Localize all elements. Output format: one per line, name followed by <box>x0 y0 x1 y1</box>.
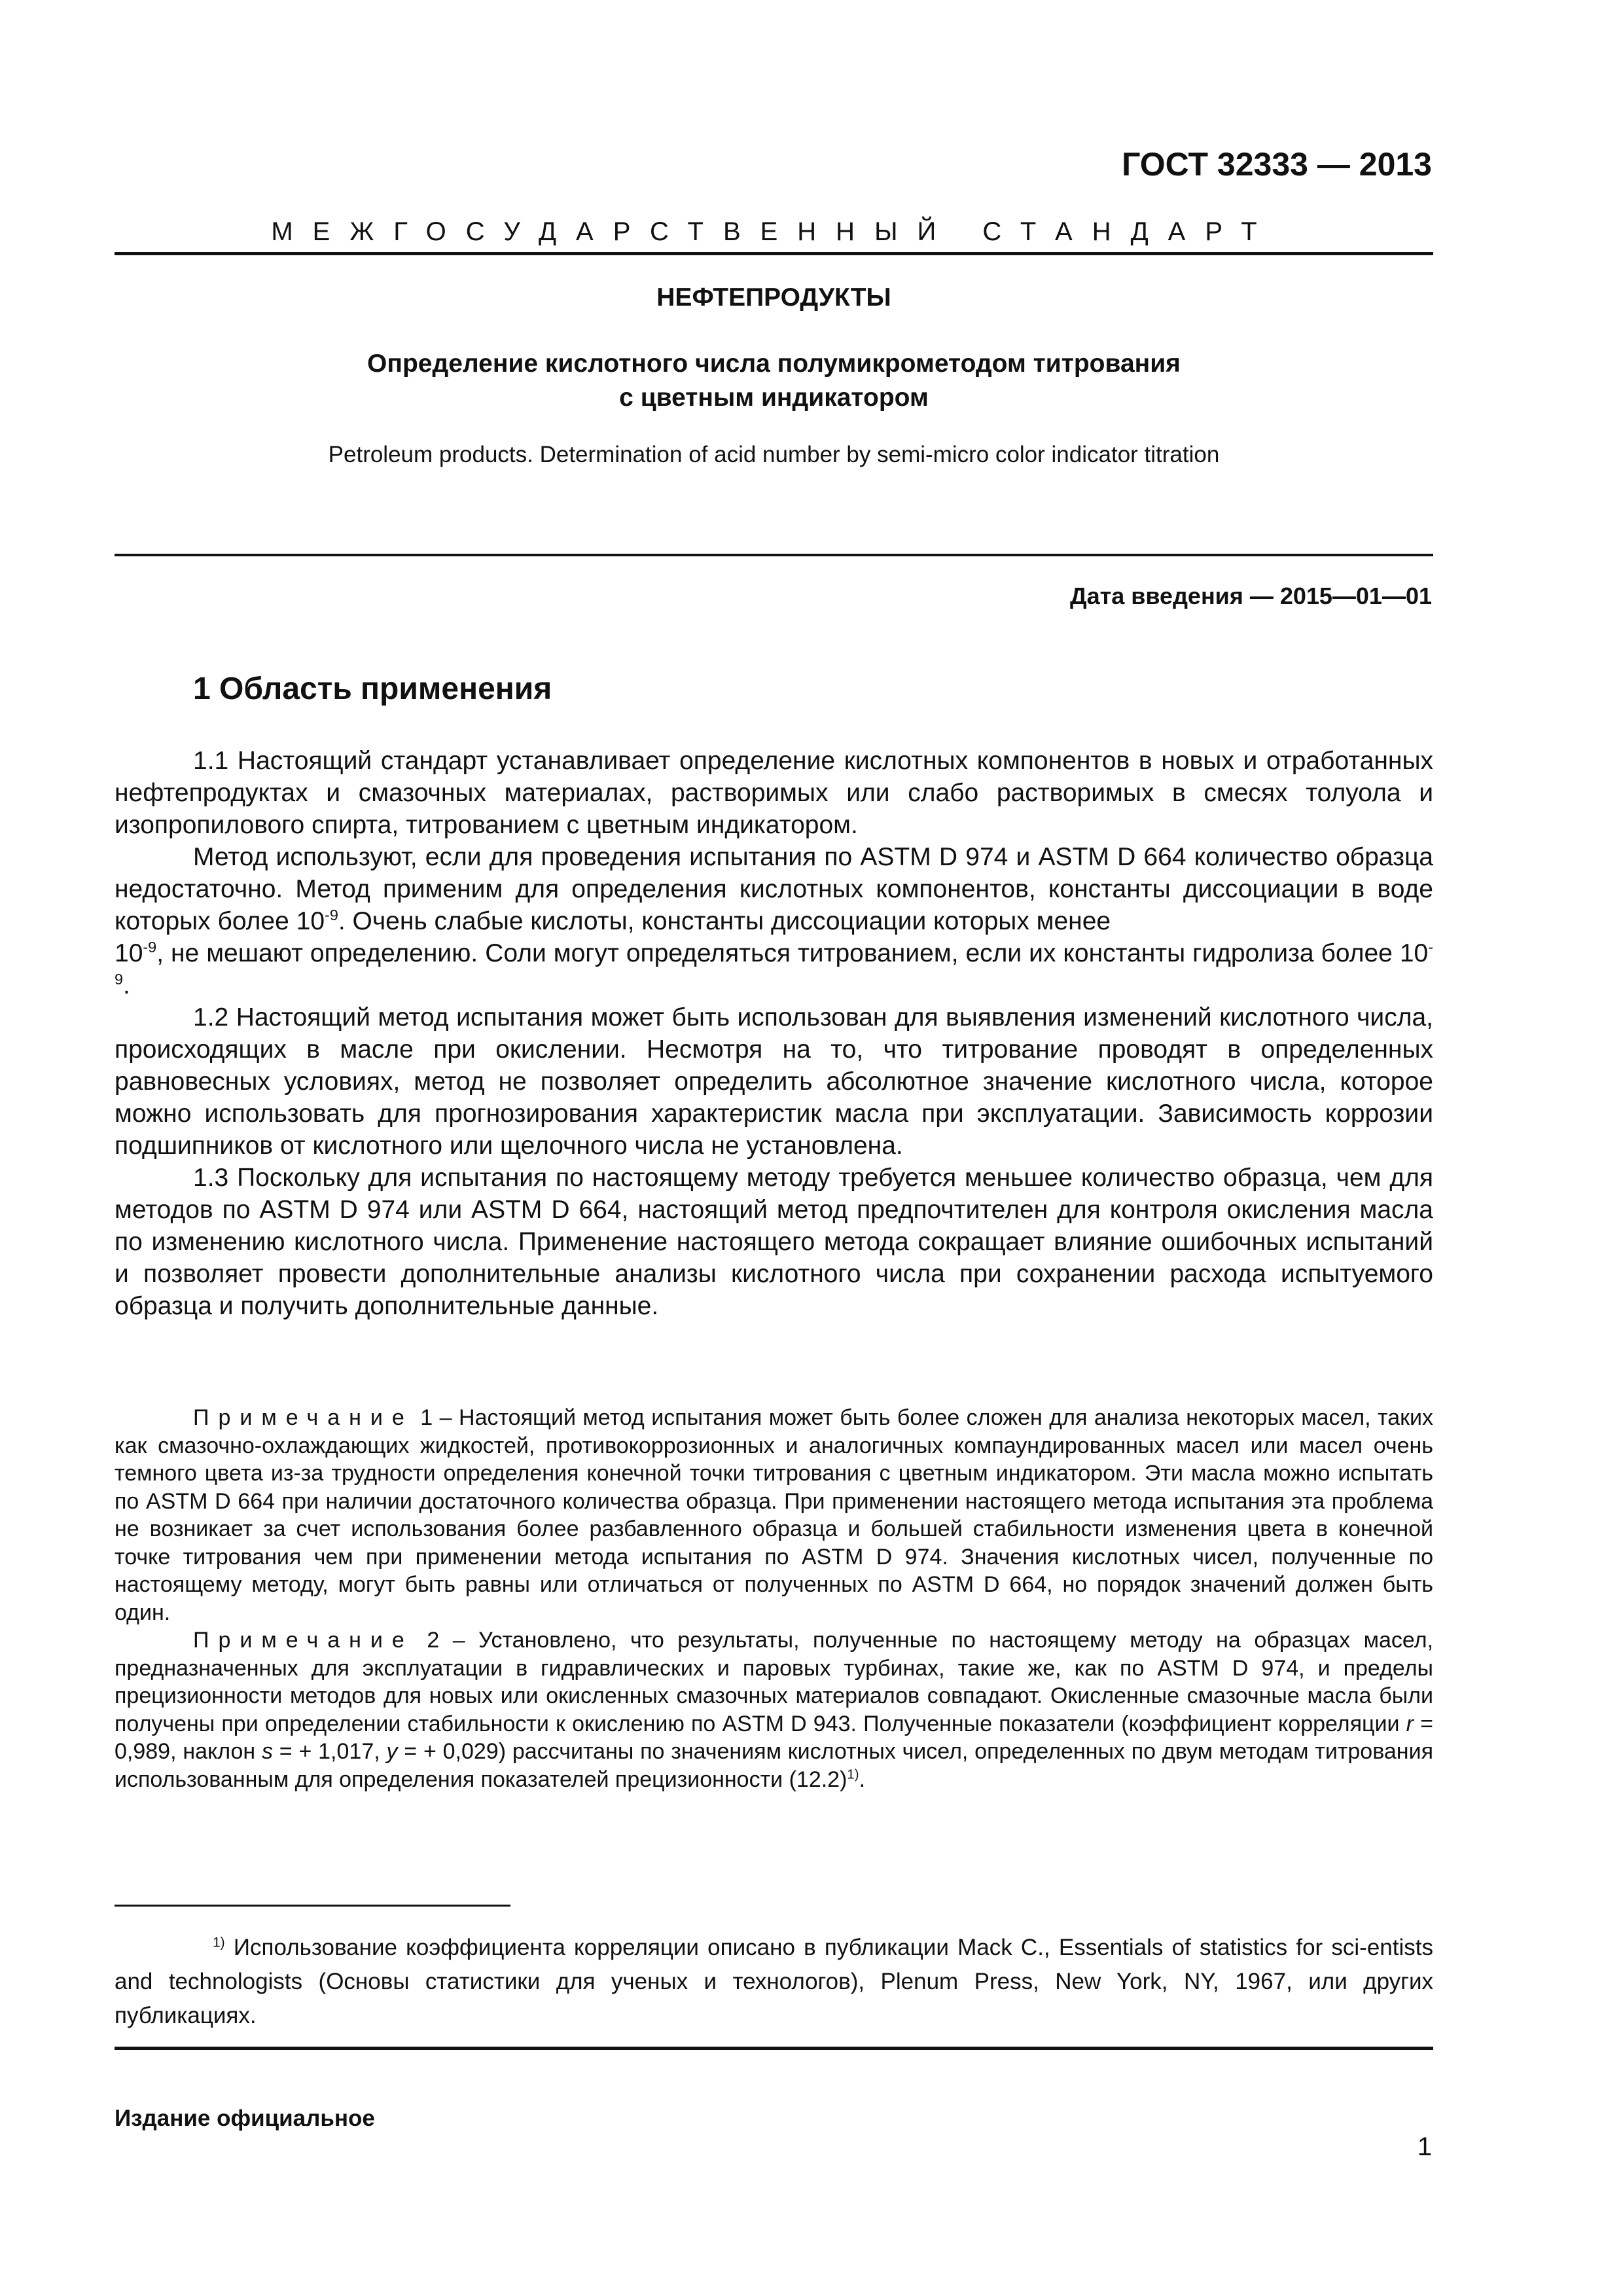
edition-label: Издание официальное <box>115 2106 375 2131</box>
paragraph-1-3: 1.3 Поскольку для испытания по настоящему методу требуется меньшее количество образца, чем для методов по ASTM D 974 или ASTM D 664, настоящий метод предпочтителен для контроля окисления масла по изменению кислотного числа. Применение настоящего метода сокращает влияние ошибочных испытаний и позволяет провести дополнительные анализы кислотного числа при сохранении расхода испытуемого образца и получить дополнительные данные. <box>115 1164 1433 1320</box>
footer-rule <box>115 2047 1433 2050</box>
introduction-date: Дата введения — 2015—01—01 <box>1069 583 1432 609</box>
section-body <box>115 745 1433 1322</box>
footnote-text: Использование коэффициента корреляции описано в публикации Mack C., Essentials of statistics for sci-entists and technologists (Основы статистики для ученых и технологов), Plenum Press, New York, NY, 1967, или других публикациях. <box>115 1935 1433 2028</box>
paragraph-method: Метод используют, если для проведения испытания по ASTM D 974 и ASTM D 664 количество образца недостаточно. Метод применим для определения кислотных компонентов, константы диссоциации в воде которых более $10^{-9}$. Очень слабые кислоты, константы диссоциации которых менее <box>115 843 1433 935</box>
title-rule <box>115 554 1433 556</box>
footnote-marker: 1) <box>213 1935 225 1950</box>
interstate-standard-label: МЕЖГОСУДАРСТВЕННЫЙ СТАНДАРТ <box>271 217 1277 246</box>
footnote <box>115 1931 1433 2033</box>
paragraph-method-continued: $10^{-9}$, не мешают определению. Соли могут определяться титрованием, если их константы гидролиза более $10^{-9}$. <box>115 939 1433 999</box>
gost-number: ГОСТ 32333 — 2013 <box>1122 146 1432 183</box>
footnote-separator <box>115 1905 510 1907</box>
note-label: Примечание <box>193 1405 414 1430</box>
document-subtitle <box>115 347 1433 415</box>
english-title: Petroleum products. Determination of acid number by semi-micro color indicator titration <box>328 442 1220 467</box>
subtitle-line-1: Определение кислотного числа полумикрометодом титрования <box>367 350 1181 378</box>
page-number: 1 <box>1417 2132 1432 2161</box>
note-2: Примечание 2 – Установлено, что результаты, полученные по настоящему методу на образцах масел, предназначенных для эксплуатации в гидравлических и паровых турбинах, такие же, как по ASTM D 974, и пределы прецизионности методов для новых или окисленных смазочных материалов совпадают. Окисленные смазочные масла были получены при определении стабильности к окислению по ASTM D 943. Полученные показатели (коэффициент корреляции r = 0,989, наклон s = + 1,017, y = + 0,029) рассчитаны по значениям кислотных чисел, определенных по двум методам титрования использованным для определения показателей прецизионности $(12.2)^{1)}$. <box>115 1628 1433 1792</box>
section-heading: 1 Область применения <box>193 672 552 706</box>
subtitle-line-2: с цветным индикатором <box>619 384 929 412</box>
note-1: Примечание 1 – Настоящий метод испытания может быть более сложен для анализа некоторых масел, таких как смазочно-охлаждающих жидкостей, противокоррозионных и аналогичных компаундированных масел или масел очень темного цвета из-за трудности определения конечной точки титрования с цветным индикатором. Эти масла можно испытать по ASTM D 664 при наличии достаточного количества образца. При применении настоящего метода испытания эта проблема не возникает за счет использования более разбавленного образца и большей стабильности изменения цвета в конечной точке титрования чем при применении метода испытания по ASTM D 974. Значения кислотных чисел, полученные по настоящему методу, могут быть равны или отличаться от полученных по ASTM D 664, но порядок значений должен быть один. <box>115 1405 1434 1625</box>
paragraph-1-1: 1.1 Настоящий стандарт устанавливает определение кислотных компонентов в новых и отработанных нефтепродуктах и смазочных материалах, растворимых или слабо растворимых в смесях толуола и изопропилового спирта, титрованием с цветным индикатором. <box>115 747 1433 839</box>
notes <box>115 1404 1433 1793</box>
note-label: Примечание <box>193 1628 414 1653</box>
header-rule <box>115 252 1433 255</box>
document-title: НЕФТЕПРОДУКТЫ <box>656 283 891 312</box>
paragraph-1-2: 1.2 Настоящий метод испытания может быть использован для выявления изменений кислотного числа, происходящих в масле при окислении. Несмотря на то, что титрование проводят в определенных равновесных условиях, метод не позволяет определить абсолютное значение кислотного числа, которое можно использовать для прогнозирования характеристик масла при эксплуатации. Зависимость коррозии подшипников от кислотного или щелочного числа не установлена. <box>115 1003 1433 1160</box>
